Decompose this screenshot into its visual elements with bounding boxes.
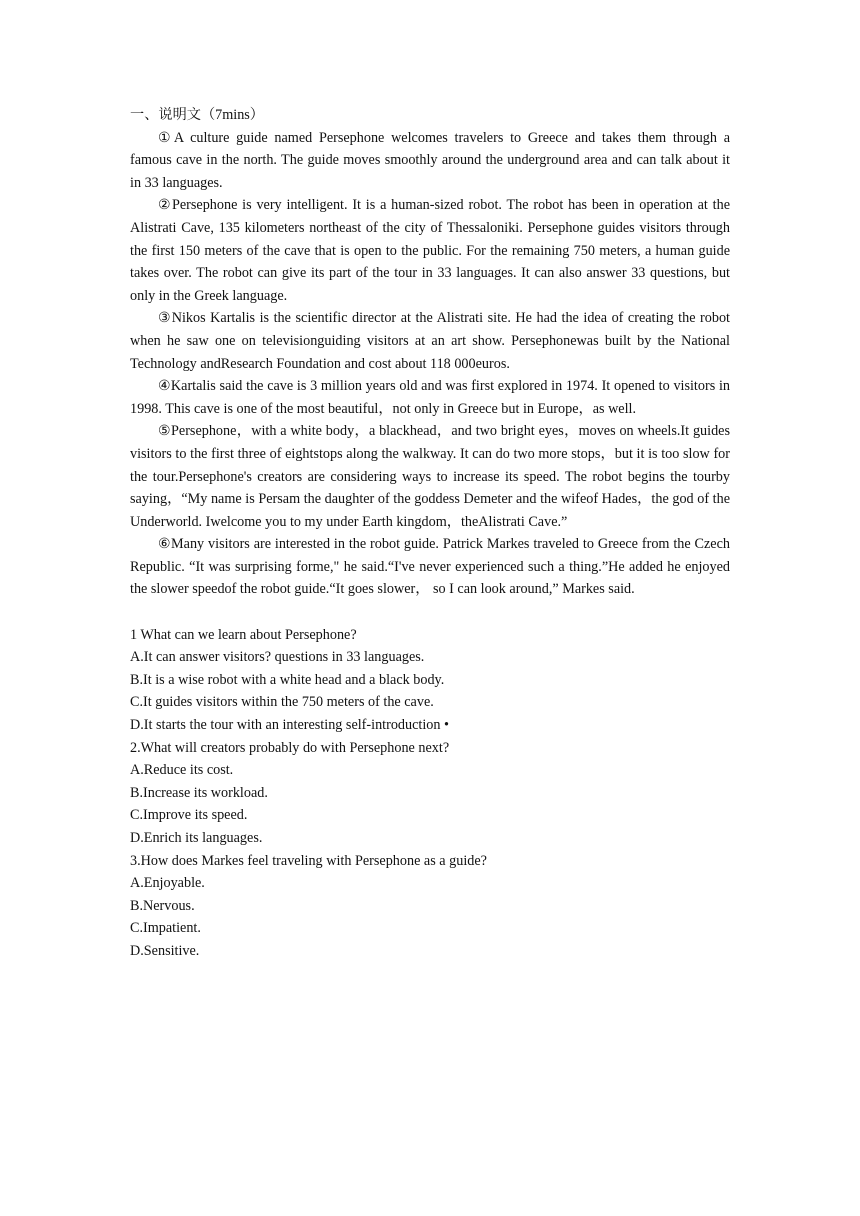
- question-3: [130, 850, 730, 963]
- option-c: C.Improve its speed.: [130, 807, 248, 824]
- paragraph-6: ⑥Many visitors are interested in the robot guide. Patrick Markes traveled to Greece from the Czech Republic. “It was surprising forme," he said.“I've never experienced such a thing.”He added he enjoyed the slower speedof the robot guide.“It goes slower， so I can look around,” Markes said.: [130, 536, 730, 598]
- paragraph-1: ①A culture guide named Persephone welcomes travelers to Greece and takes them through a famous cave in the north. The guide moves smoothly around the underground area and can talk about it in 33 languages.: [130, 129, 730, 191]
- option-d: D.It starts the tour with an interesting self-introduction •: [130, 717, 449, 734]
- option-a: A.Reduce its cost.: [130, 762, 234, 779]
- paragraph-3: ③Nikos Kartalis is the scientific director at the Alistrati site. He had the idea of creating the robot when he saw one on televisionguiding visitors at an art show. Persephonewas built by the National Technology andResearch Foundation and cost about 118 000euros.: [130, 310, 730, 372]
- option-c: C.It guides visitors within the 750 meters of the cave.: [130, 694, 434, 711]
- question-stem: 2.What will creators probably do with Persephone next?: [130, 739, 450, 756]
- question-stem: 3.How does Markes feel traveling with Persephone as a guide?: [130, 852, 487, 869]
- paragraph-2: ②Persephone is very intelligent. It is a human-sized robot. The robot has been in operation at the Alistrati Cave, 135 kilometers northeast of the city of Thessaloniki. Persephone guides visitors through the first 150 meters of the cave that is open to the public. For the remaining 750 meters, a human guide takes over. The robot can give its part of the tour in 33 languages. It can also answer 33 questions, but only in the Greek language.: [130, 197, 730, 304]
- paragraph-5: ⑤Persephone，with a white body，a blackhead，and two bright eyes，moves on wheels.It guides visitors to the first three of eightstops along the walkway. It can do two more stops，but it is too slow for the tour.Persephone's creators are considering ways to increase its speed. The robot begins the tourby saying，“My name is Persam the daughter of the goddess Demeter and the wifeof Hades，the god of the Underworld. Iwelcome you to my under Earth kingdom，theAlistrati Cave.”: [130, 423, 730, 530]
- option-c: C.Impatient.: [130, 920, 201, 937]
- document-page: [130, 104, 730, 963]
- option-a: A.It can answer visitors? questions in 33 languages.: [130, 649, 425, 666]
- question-2: [130, 737, 730, 850]
- option-a: A.Enjoyable.: [130, 875, 205, 892]
- question-1: [130, 624, 730, 737]
- section-title: 一、说明文（7mins）: [130, 107, 264, 123]
- paragraph-4: ④Kartalis said the cave is 3 million years old and was first explored in 1974. It opened to visitors in 1998. This cave is one of the most beautiful，not only in Greece but in Europe，as well.: [130, 378, 730, 417]
- option-d: D.Sensitive.: [130, 942, 200, 959]
- option-b: B.Nervous.: [130, 897, 195, 914]
- option-b: B.It is a wise robot with a white head and a black body.: [130, 671, 445, 688]
- option-b: B.Increase its workload.: [130, 784, 268, 801]
- question-stem: 1 What can we learn about Persephone?: [130, 626, 357, 643]
- blank-line: [130, 601, 730, 624]
- option-d: D.Enrich its languages.: [130, 830, 263, 846]
